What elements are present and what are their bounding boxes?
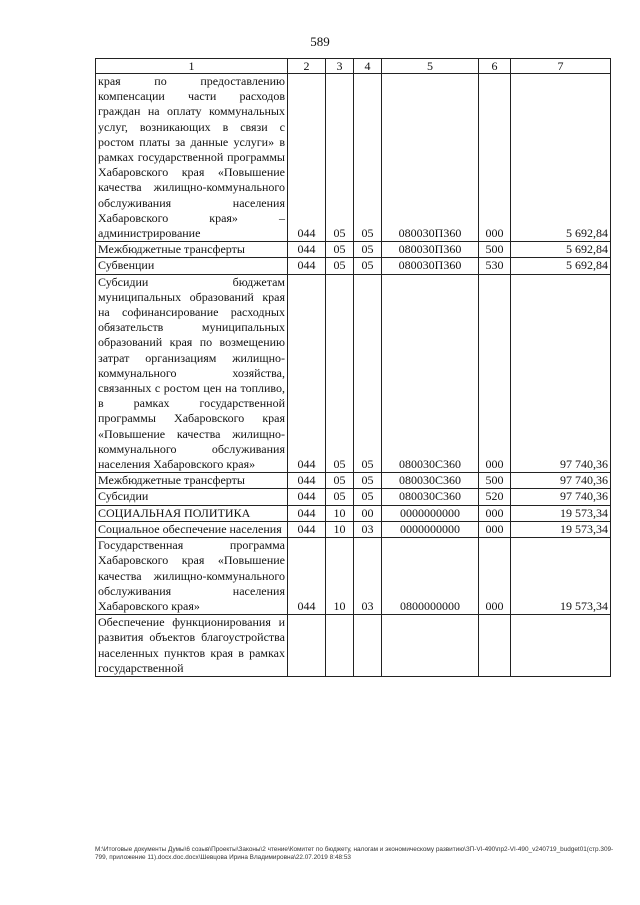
table-row <box>96 242 611 258</box>
column-header: 2 <box>288 59 326 74</box>
cell-code: 044 <box>288 505 326 521</box>
row-description: Межбюджетные трансферты <box>96 473 288 489</box>
cell-section: 10 <box>326 538 354 615</box>
cell-amount: 5 692,84 <box>511 242 611 258</box>
row-description: Субсидии бюджетам муниципальных образований края на софинансирование расходных обязательств муниципальных образований края по возмещению затрат организациям жилищно-коммунального хозяйства, связанных с ростом цен на топливо, в рамках государственной программы Хабаровского края «Повышение качества жилищно-коммунального обслуживания населения Хабаровского края» <box>96 274 288 473</box>
budget-table <box>95 58 611 677</box>
cell-target-article: 080030С360 <box>382 274 479 473</box>
cell-expense-type: 000 <box>479 505 511 521</box>
cell-target-article: 0000000000 <box>382 505 479 521</box>
table-row <box>96 473 611 489</box>
cell-code: 044 <box>288 74 326 242</box>
row-description: края по предоставлению компенсации части расходов граждан на оплату коммунальных услуг, возникающих в связи с ростом платы за данные услуги» в рамках государственной программы Хабаровского края «Повышение качества жилищно-коммунального обслуживания населения Хабаровского края» – администрирование <box>96 74 288 242</box>
column-header: 3 <box>326 59 354 74</box>
column-header: 6 <box>479 59 511 74</box>
cell-subsection: 05 <box>354 242 382 258</box>
cell-amount: 97 740,36 <box>511 473 611 489</box>
table-row <box>96 274 611 473</box>
cell-section: 05 <box>326 274 354 473</box>
cell-section: 05 <box>326 242 354 258</box>
page-number: 589 <box>310 34 330 49</box>
cell-code: 044 <box>288 242 326 258</box>
cell-code: 044 <box>288 473 326 489</box>
column-header: 1 <box>96 59 288 74</box>
cell-code: 044 <box>288 258 326 274</box>
table-row <box>96 489 611 505</box>
column-header: 4 <box>354 59 382 74</box>
cell-expense-type: 530 <box>479 258 511 274</box>
cell-subsection: 05 <box>354 274 382 473</box>
row-description: Социальное обеспечение населения <box>96 521 288 537</box>
row-description: Субвенции <box>96 258 288 274</box>
table-row <box>96 258 611 274</box>
cell-amount: 5 692,84 <box>511 74 611 242</box>
cell-expense-type: 000 <box>479 274 511 473</box>
cell-target-article: 0000000000 <box>382 521 479 537</box>
cell-amount <box>511 615 611 677</box>
cell-expense-type: 000 <box>479 74 511 242</box>
cell-target-article: 080030С360 <box>382 473 479 489</box>
cell-amount: 5 692,84 <box>511 258 611 274</box>
document-path-footer: M:\Итоговые документы Думы\6 созыв\Проекты\Законы\2 чтение\Комитет по бюджету, налогам и экономическому развитию\ЗП-VI-490\пр2-VI-490_v240719_budget01(стр.309-799, приложение 11).docx.doc.docx\Шевцова Ирина Владимировна\22.07.2019 8:48:53 <box>95 846 614 862</box>
cell-code: 044 <box>288 521 326 537</box>
cell-subsection: 03 <box>354 538 382 615</box>
cell-expense-type: 000 <box>479 538 511 615</box>
column-header: 5 <box>382 59 479 74</box>
cell-subsection <box>354 615 382 677</box>
row-description: Обеспечение функционирования и развития объектов благоустройства населенных пунктов края в рамках государственной <box>96 615 288 677</box>
table-row <box>96 521 611 537</box>
cell-subsection: 05 <box>354 473 382 489</box>
cell-expense-type: 520 <box>479 489 511 505</box>
cell-expense-type: 500 <box>479 473 511 489</box>
cell-subsection: 05 <box>354 74 382 242</box>
cell-section: 10 <box>326 521 354 537</box>
cell-section <box>326 615 354 677</box>
cell-code <box>288 615 326 677</box>
cell-section: 10 <box>326 505 354 521</box>
cell-code: 044 <box>288 489 326 505</box>
cell-subsection: 00 <box>354 505 382 521</box>
cell-amount: 19 573,34 <box>511 505 611 521</box>
cell-target-article: 0800000000 <box>382 538 479 615</box>
cell-expense-type: 500 <box>479 242 511 258</box>
table-row <box>96 74 611 242</box>
cell-target-article: 080030П360 <box>382 74 479 242</box>
cell-target-article: 080030П360 <box>382 258 479 274</box>
cell-amount: 19 573,34 <box>511 521 611 537</box>
cell-section: 05 <box>326 473 354 489</box>
cell-expense-type <box>479 615 511 677</box>
cell-code: 044 <box>288 274 326 473</box>
cell-subsection: 05 <box>354 489 382 505</box>
row-description: Межбюджетные трансферты <box>96 242 288 258</box>
cell-target-article: 080030С360 <box>382 489 479 505</box>
table-row <box>96 615 611 677</box>
cell-section: 05 <box>326 489 354 505</box>
table-row <box>96 505 611 521</box>
cell-section: 05 <box>326 258 354 274</box>
cell-amount: 19 573,34 <box>511 538 611 615</box>
table-row <box>96 538 611 615</box>
cell-amount: 97 740,36 <box>511 274 611 473</box>
table-header-row <box>96 59 611 74</box>
column-header: 7 <box>511 59 611 74</box>
row-description: Государственная программа Хабаровского края «Повышение качества жилищно-коммунального обслуживания населения Хабаровского края» <box>96 538 288 615</box>
row-description: СОЦИАЛЬНАЯ ПОЛИТИКА <box>96 505 288 521</box>
cell-code: 044 <box>288 538 326 615</box>
cell-subsection: 05 <box>354 258 382 274</box>
cell-amount: 97 740,36 <box>511 489 611 505</box>
cell-expense-type: 000 <box>479 521 511 537</box>
row-description: Субсидии <box>96 489 288 505</box>
cell-subsection: 03 <box>354 521 382 537</box>
cell-target-article <box>382 615 479 677</box>
cell-section: 05 <box>326 74 354 242</box>
cell-target-article: 080030П360 <box>382 242 479 258</box>
